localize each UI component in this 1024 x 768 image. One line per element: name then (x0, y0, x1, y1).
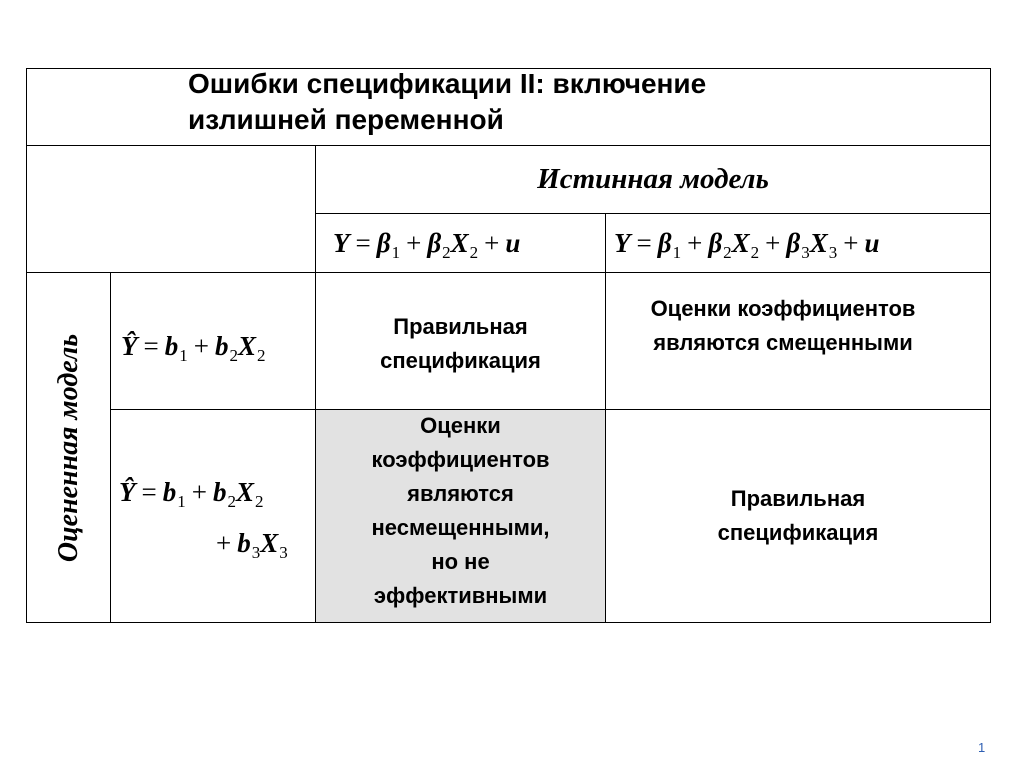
table-border-bottom (26, 622, 991, 623)
formula-subscript: 3 (279, 543, 288, 562)
cell-line: являются смещенными (653, 330, 913, 355)
cell-correct-specification-2 (606, 482, 990, 550)
formula-subscript: 3 (801, 243, 810, 262)
formula-subscript: 1 (391, 243, 401, 262)
formula-subscript: 3 (251, 543, 261, 562)
estimated-model-label: Оцененная модель (52, 333, 84, 563)
formula-symbol: b (164, 331, 179, 361)
formula-operator: = (636, 228, 652, 258)
formula-symbol: Y (614, 228, 631, 258)
cell-line: Оценки (420, 413, 501, 438)
formula-operator: + (765, 228, 781, 258)
formula-symbol: X (237, 331, 256, 361)
cell-line: несмещенными, (371, 515, 550, 540)
formula-operator: + (216, 528, 232, 558)
estimated-model-formula-2-line-1 (119, 477, 263, 517)
formula-subscript: 2 (442, 243, 451, 262)
formula-operator: + (193, 331, 209, 361)
cell-line: но не (431, 549, 490, 574)
formula-subscript: 2 (469, 243, 479, 262)
cell-correct-specification-1 (316, 310, 605, 378)
formula-symbol: Ŷ (119, 477, 136, 507)
cell-line: Правильная (393, 314, 528, 339)
formula-operator: = (143, 331, 159, 361)
title-line-1: Ошибки спецификации II: включение (188, 68, 707, 99)
label-column-divider (110, 272, 111, 623)
formula-operator: = (355, 228, 371, 258)
page-number: 1 (978, 740, 986, 755)
formula-symbol: u (864, 228, 880, 258)
formula-operator: + (406, 228, 422, 258)
model-column-divider (605, 213, 606, 623)
formula-symbol: b (162, 477, 177, 507)
formula-symbol: b (214, 331, 229, 361)
formula-symbol: X (450, 228, 469, 258)
formula-subscript: 1 (672, 243, 682, 262)
cell-line: эффективными (373, 583, 548, 608)
formula-subscript: 2 (227, 492, 236, 511)
cell-line: спецификация (380, 348, 541, 373)
formula-symbol: X (235, 477, 254, 507)
formula-symbol: β (786, 228, 801, 258)
header-divider (316, 213, 991, 214)
cell-biased-estimates (606, 292, 960, 360)
cell-line: Правильная (730, 486, 866, 511)
formula-symbol: u (505, 228, 521, 258)
formula-subscript: 1 (177, 492, 186, 511)
formula-symbol: β (376, 228, 391, 258)
formula-symbol: β (657, 228, 672, 258)
formula-operator: + (484, 228, 500, 258)
true-model-formula-2 (614, 228, 880, 268)
true-model-formula-1 (333, 228, 520, 268)
formula-operator: + (687, 228, 703, 258)
formula-symbol: Ŷ (121, 331, 138, 361)
cell-line: Оценки коэффициентов (650, 296, 916, 321)
cell-line: являются (407, 481, 514, 506)
estimated-model-formula-2-line-2 (210, 528, 288, 568)
estimated-model-label-cell (27, 274, 110, 622)
estimated-model-formula-1 (121, 331, 265, 371)
formula-subscript: 2 (256, 346, 266, 365)
cell-unbiased-inefficient (316, 409, 605, 613)
true-model-header: Истинная модель (537, 163, 769, 195)
title-row-divider (26, 145, 991, 146)
formula-subscript: 2 (723, 243, 732, 262)
formula-operator: + (843, 228, 859, 258)
formula-operator: + (191, 477, 207, 507)
header-bottom-divider (26, 272, 991, 273)
formula-symbol: β (427, 228, 442, 258)
title-line-2: излишней переменной (188, 104, 504, 135)
formula-symbol: b (212, 477, 227, 507)
formula-subscript: 2 (254, 492, 264, 511)
formula-operator: = (141, 477, 157, 507)
slide-title (188, 66, 968, 138)
formula-symbol: β (708, 228, 723, 258)
cell-line: коэффициентов (371, 447, 550, 472)
formula-subscript: 2 (750, 243, 760, 262)
cell-line: спецификация (717, 520, 879, 545)
formula-symbol: Y (333, 228, 350, 258)
formula-subscript: 1 (179, 346, 188, 365)
formula-symbol: X (260, 528, 279, 558)
formula-subscript: 3 (828, 243, 838, 262)
formula-symbol: X (809, 228, 828, 258)
formula-symbol: b (237, 528, 251, 558)
table-border-right (990, 68, 991, 623)
formula-symbol: X (731, 228, 750, 258)
formula-subscript: 2 (229, 346, 238, 365)
